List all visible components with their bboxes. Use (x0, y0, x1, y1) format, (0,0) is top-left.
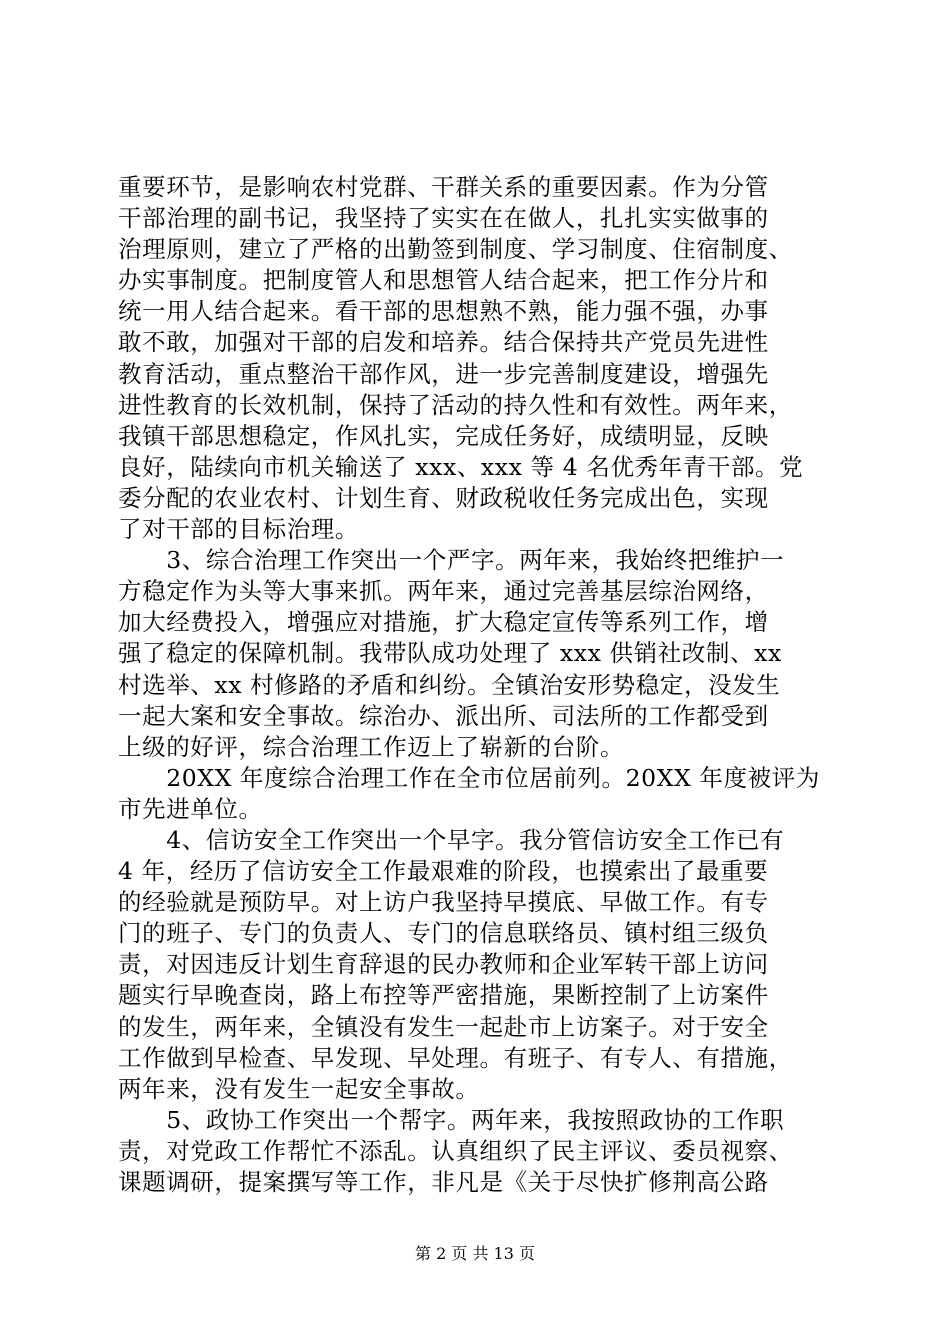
text-line: 责，对因违反计划生育辞退的民办教师和企业军转干部上访问 (118, 950, 769, 979)
text-line: 重要环节，是影响农村党群、干群关系的重要因素。作为分管 (118, 173, 769, 201)
text-line: 工作做到早检查、早发现、早处理。有班子、有专人、有措施， (118, 1043, 793, 1072)
text-line: 3、综合治理工作突出一个严字。两年来，我始终把维护一 (118, 546, 785, 575)
text-line: 4 年，经历了信访安全工作最艰难的阶段，也摸索出了最重要 (118, 857, 769, 886)
text-line: 的经验就是预防早。对上访户我坚持早摸底、早做工作。有专 (118, 888, 769, 917)
body-text (118, 172, 838, 1198)
text-line: 4、信访安全工作突出一个早字。我分管信访安全工作已有 (118, 825, 785, 854)
text-line: 题实行早晚查岗，路上布控等严密措施，果断控制了上访案件 (118, 981, 769, 1010)
text-line: 委分配的农业农村、计划生育、财政税收任务完成出色，实现 (118, 483, 769, 512)
text-line: 统一用人结合起来。看干部的思想熟不熟，能力强不强，办事 (118, 297, 769, 326)
text-line: 进性教育的长效机制，保持了活动的持久性和有效性。两年来， (118, 390, 793, 419)
text-line: 干部治理的副书记，我坚持了实实在在做人，扎扎实实做事的 (118, 204, 769, 233)
text-line: 村选举、xx 村修路的矛盾和纠纷。全镇治安形势稳定，没发生 (118, 670, 781, 699)
text-line: 门的班子、专门的负责人、专门的信息联络员、镇村组三级负 (118, 919, 769, 948)
text-line: 的发生，两年来，全镇没有发生一起赴市上访案子。对于安全 (118, 1012, 769, 1041)
text-line: 教育活动，重点整治干部作风，进一步完善制度建设，增强先 (118, 359, 769, 388)
text-line: 了对干部的目标治理。 (118, 515, 359, 544)
text-line: 方稳定作为头等大事来抓。两年来，通过完善基层综治网络， (118, 577, 769, 606)
text-line: 市先进单位。 (118, 794, 263, 823)
text-line: 良好，陆续向市机关输送了 xxx、xxx 等 4 名优秀年青干部。党 (118, 452, 804, 481)
text-line: 20XX 年度综合治理工作在全市位居前列。20XX 年度被评为 (118, 763, 820, 792)
text-line: 5、政协工作突出一个帮字。两年来，我按照政协的工作职 (118, 1105, 785, 1134)
text-line: 加大经费投入，增强应对措施，扩大稳定宣传等系列工作，增 (118, 608, 769, 637)
text-line: 两年来，没有发生一起安全事故。 (118, 1074, 480, 1103)
text-line: 课题调研，提案撰写等工作，非凡是《关于尽快扩修荆高公路 (118, 1168, 769, 1196)
text-line: 强了稳定的保障机制。我带队成功处理了 xxx 供销社改制、xx (118, 639, 782, 668)
page-number-footer: 第 2 页 共 13 页 (415, 1244, 535, 1263)
text-line: 我镇干部思想稳定，作风扎实，完成任务好，成绩明显，反映 (118, 421, 769, 450)
text-line: 上级的好评，综合治理工作迈上了崭新的台阶。 (118, 732, 625, 761)
text-line: 治理原则，建立了严格的出勤签到制度、学习制度、住宿制度、 (118, 235, 793, 264)
text-line: 责，对党政工作帮忙不添乱。认真组织了民主评议、委员视察、 (118, 1136, 793, 1165)
text-line: 一起大案和安全事故。综治办、派出所、司法所的工作都受到 (118, 701, 769, 730)
text-line: 敢不敢，加强对干部的启发和培养。结合保持共产党员先进性 (118, 328, 769, 357)
text-line: 办实事制度。把制度管人和思想管人结合起来，把工作分片和 (118, 266, 769, 295)
